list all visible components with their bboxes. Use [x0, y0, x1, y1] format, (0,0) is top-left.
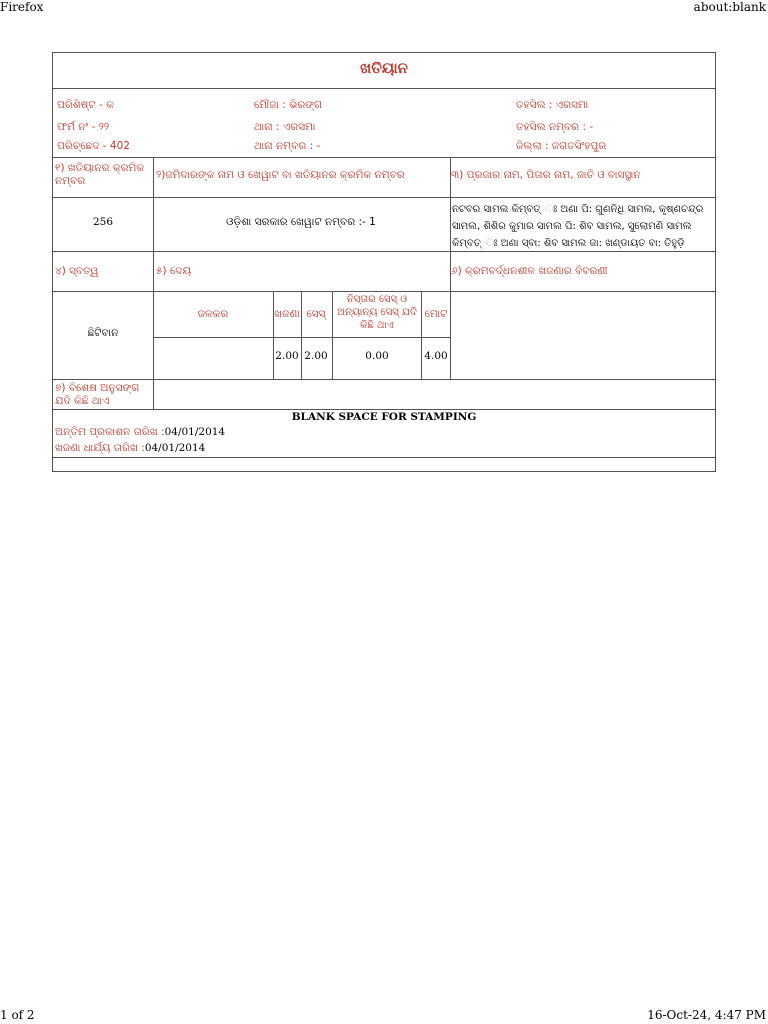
document-title: ଖତିୟାନ [359, 59, 409, 77]
divider [53, 88, 715, 89]
header-tahasil-no: ତହସିଲ ନମ୍ବର : - [516, 121, 594, 133]
stamping-space-label: BLANK SPACE FOR STAMPING [291, 411, 477, 423]
browser-url: about:blank [693, 0, 766, 14]
final-publication-value: 04/01/2014 [164, 426, 226, 438]
landlord-value: ଓଡ଼ିଶା ସରକାର ଖେୱାଟ ନମ୍ବର :- 1 [226, 216, 376, 228]
divider [53, 409, 715, 410]
header-appendix: ପରିଶିଷ୍ଟ - କ [57, 99, 114, 111]
divider [53, 457, 715, 458]
heading-landlord: ୨)ଜମିଦାରଙ୍କ ନାମ ଓ ଖେୱାଟ ବା ଖତିୟାନର କ୍ରମିକ ନମ୍ବର [156, 169, 405, 181]
print-timestamp: 16-Oct-24, 4:47 PM [647, 1008, 766, 1022]
heading-dues: ୫) ଦେୟ [156, 265, 192, 277]
rent-value-cess: 2.00 [304, 350, 328, 362]
header-tahasil: ତହସିଲ : ଏରସମା [516, 99, 589, 111]
rent-fixation-label: ଖଜଣା ଧାର୍ଯ୍ୟ ତାରିଖ : [55, 442, 145, 454]
rent-header-other-cess: ନିସ୍ତାର ସେସ୍ ଓ ଅନ୍ୟାନ୍ୟ ସେସ୍ ଯଦି କିଛି ଥାଏ [337, 294, 417, 331]
rent-value-total: 4.00 [424, 350, 448, 362]
tenant-details: ନଟବର ସାମଲ କିମ୍ବତ୍ ଃ ଅଣା ପି: ଗୁଣନିଧି ସାମଲ, କୃଷ୍ଣଚନ୍ଦ୍ର ସାମଲ, ଶିଶିର କୁମାର ସାମଲ ପି: ଶିବ ସାମଲ, ସୁଲୋମଣି ସାମଲ କିମ୍ବତ୍ ଃ ଅଣା ସ୍ବା: ଶିବ ସାମଲ ଜା: ଖଣ୍ଡାୟତ ବା: ତିହୁଡ଼ି [452, 204, 704, 249]
rent-header-total: ମୋଟ [424, 308, 448, 320]
heading-tenant: ୩) ପ୍ରଜାର ନାମ, ପିତାର ନାମ, ଜାତି ଓ ବାସସ୍ଥାନ [451, 169, 641, 181]
rent-fixation-value: 04/01/2014 [144, 442, 206, 454]
browser-app-name: Firefox [0, 0, 44, 14]
heading-special-notes: ୭) ବିଶେଷ ଅନୁସଙ୍ଗ ଯଦି କିଛି ଥାଏ [55, 382, 140, 407]
rent-header-water: ଜଳକର [197, 308, 229, 320]
final-publication-date [55, 426, 225, 439]
rent-header-cess: ସେସ୍ [306, 308, 326, 320]
heading-progressive-rent: ୬) କ୍ରମବର୍ଦ୍ଧନଶୀଳ ଖଜଣାର ବିବରଣୀ [451, 265, 608, 277]
rent-header-khajana: ଖଜଣା [274, 308, 300, 320]
rent-fixation-date [55, 442, 205, 455]
page-counter: 1 of 2 [0, 1008, 35, 1022]
header-mouza: ମୌଜା : ଭିରଙ୍ଗ [254, 99, 323, 111]
khatiyan-number: 256 [92, 216, 114, 228]
heading-khatiyan-serial: ୧) ଖତିୟାନର କ୍ରମିକ ନମ୍ବର [55, 162, 145, 187]
header-form-no: ଫର୍ମ ନଂ - ୨୨ [57, 121, 110, 133]
khatiyan-sheet [52, 52, 716, 472]
rent-value-other-cess: 0.00 [365, 350, 389, 362]
header-district: ଜିଲ୍ଲା : ଜଗତସିଂହପୁର [516, 140, 607, 152]
final-publication-label: ଅନ୍ତିମ ପ୍ରକାଶନ ତାରିଖ : [55, 426, 165, 438]
rent-value-khajana: 2.00 [275, 350, 299, 362]
header-thana: ଥାନା : ଏରସମା [254, 121, 316, 133]
header-thana-no: ଥାନା ନମ୍ବର : - [254, 140, 321, 152]
rent-label: ଛିଟିବାନ [87, 327, 119, 339]
heading-title: ୪) ସ୍ବତ୍ୱ [55, 265, 99, 277]
header-chapter: ପରିଚ୍ଛେଦ - 402 [57, 140, 130, 152]
